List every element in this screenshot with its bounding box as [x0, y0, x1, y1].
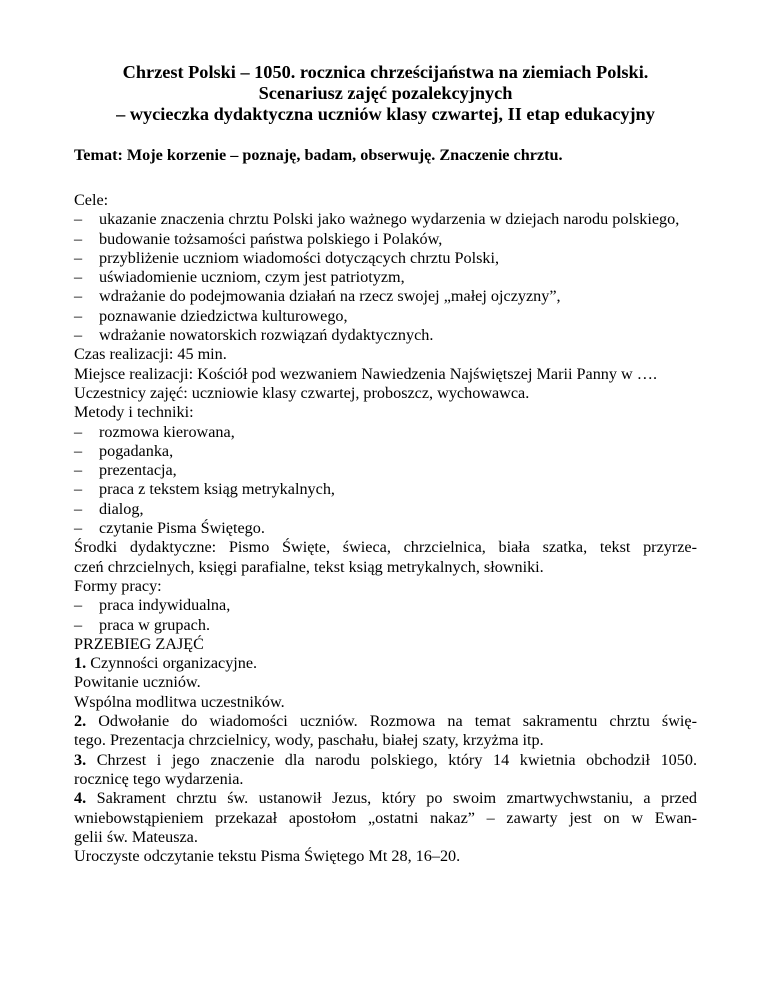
means-line-2: czeń chrzcielnych, księgi parafialne, tekst ksiąg metrykalnych, słowniki.	[74, 557, 544, 576]
form-item: – praca indywidualna,	[74, 596, 697, 615]
goal-item: – uświadomienie uczniom, czym jest patriotyzm,	[74, 268, 697, 287]
course-heading: PRZEBIEG ZAJĘĆ	[74, 634, 204, 653]
method-item: – praca z tekstem ksiąg metrykalnych,	[74, 480, 697, 499]
step-text: Sakrament chrztu św. ustanowił Jezus, który po swoim zmartwychwstaniu, a przed	[86, 789, 697, 808]
step-text: Czynności organizacyjne.	[86, 654, 258, 673]
method-item: – rozmowa kierowana,	[74, 423, 697, 442]
step-3-line-2: rocznicę tego wydarzenia.	[74, 769, 244, 788]
step-1-sub-2: Wspólna modlitwa uczestników.	[74, 692, 285, 711]
document-body	[74, 191, 697, 866]
step-2-line-2: tego. Prezentacja chrzcielnicy, wody, paschału, białej szaty, krzyżma itp.	[74, 731, 544, 750]
step-3-line-1	[74, 751, 697, 770]
method-item: – dialog,	[74, 500, 697, 519]
place-info: Miejsce realizacji: Kościół pod wezwaniem Nawiedzenia Najświętszej Marii Panny w ….	[74, 364, 658, 383]
form-item: – praca w grupach.	[74, 616, 697, 635]
goal-item: – przybliżenie uczniom wiadomości dotyczących chrztu Polski,	[74, 249, 697, 268]
goal-item: – wdrażanie do podejmowania działań na rzecz swojej „małej ojczyzny”,	[74, 287, 697, 306]
method-item: – czytanie Pisma Świętego.	[74, 519, 697, 538]
step-4-line-2: wniebowstąpieniem przekazał apostołom „ostatni nakaz” – zawarty jest on w Ewan-	[74, 808, 697, 827]
time-info: Czas realizacji: 45 min.	[74, 345, 227, 364]
step-text: Chrzest i jego znaczenie dla narodu polskiego, który 14 kwietnia obchodził 1050.	[86, 750, 697, 769]
document-title	[74, 62, 697, 125]
step-2-line-1	[74, 712, 697, 731]
course-step-1	[74, 654, 697, 673]
step-number: 4.	[74, 789, 87, 808]
step-number: 3.	[74, 750, 87, 769]
forms-heading: Formy pracy:	[74, 576, 162, 595]
title-line-3: – wycieczka dydaktyczna uczniów klasy czwartej, II etap edukacyjny	[116, 104, 655, 124]
forms-list	[74, 596, 697, 635]
course-step-3	[74, 751, 697, 790]
goals-heading: Cele:	[74, 191, 109, 209]
course-step-2	[74, 712, 697, 751]
document-page	[74, 62, 697, 866]
course-step-4	[74, 789, 697, 847]
step-1-sub-1: Powitanie uczniów.	[74, 673, 201, 692]
title-line-1: Chrzest Polski – 1050. rocznica chrześcijaństwa na ziemiach Polski.	[122, 62, 649, 82]
step-number: 2.	[74, 712, 87, 731]
step-4-line-1	[74, 789, 697, 808]
step-text: Odwołanie do wiadomości uczniów. Rozmowa na temat sakramentu chrztu świę-	[86, 712, 697, 731]
lesson-topic: Temat: Moje korzenie – poznaję, badam, obserwuję. Znaczenie chrztu.	[74, 146, 563, 164]
step-number: 1.	[74, 654, 87, 673]
step-4-line-3: gelii św. Mateusza.	[74, 827, 198, 846]
method-item: – prezentacja,	[74, 461, 697, 480]
means-info	[74, 538, 697, 577]
method-item: – pogadanka,	[74, 442, 697, 461]
participants-info: Uczestnicy zajęć: uczniowie klasy czwartej, proboszcz, wychowawca.	[74, 383, 530, 402]
goal-item: – wdrażanie nowatorskich rozwiązań dydaktycznych.	[74, 326, 697, 345]
goal-item: – ukazanie znaczenia chrztu Polski jako ważnego wydarzenia w dziejach narodu polskiego,	[74, 210, 697, 229]
goal-item: – budowanie tożsamości państwa polskiego i Polaków,	[74, 230, 697, 249]
goal-item: – poznawanie dziedzictwa kulturowego,	[74, 307, 697, 326]
methods-heading: Metody i techniki:	[74, 403, 194, 422]
means-line-1: Środki dydaktyczne: Pismo Święte, świeca, chrzcielnica, biała szatka, tekst przyrze-	[74, 538, 697, 557]
methods-list	[74, 423, 697, 539]
scripture-reading: Uroczyste odczytanie tekstu Pisma Świętego Mt 28, 16–20.	[74, 847, 461, 866]
title-line-2: Scenariusz zajęć pozalekcyjnych	[258, 83, 513, 103]
goals-list	[74, 210, 697, 345]
